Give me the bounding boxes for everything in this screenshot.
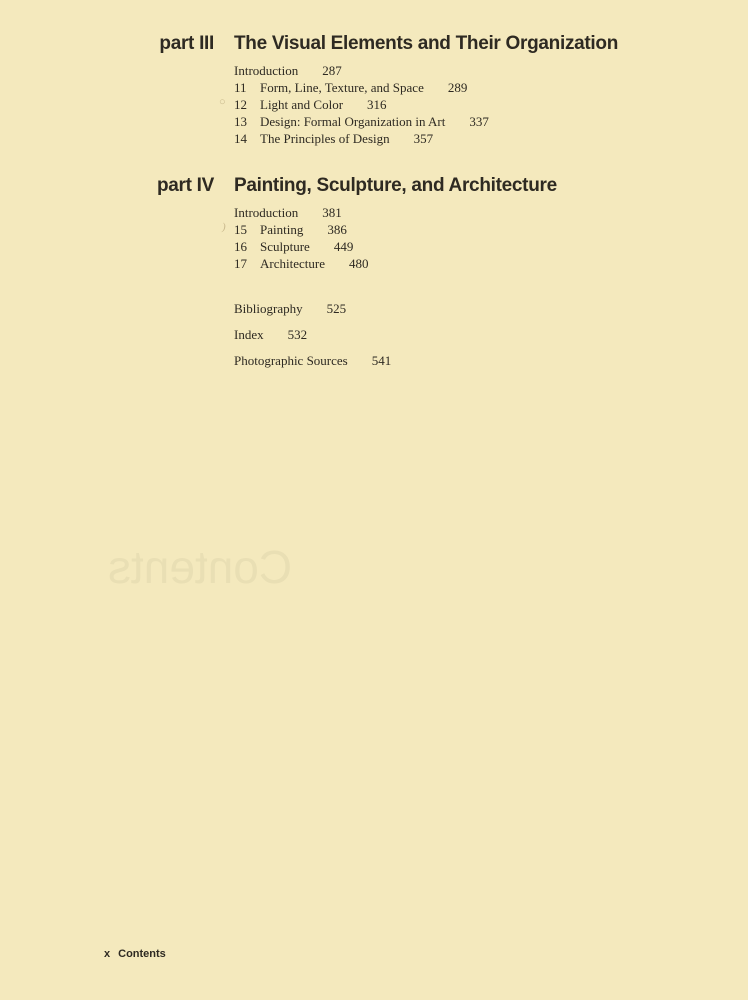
entry-title: Index [234,327,264,342]
index-entry[interactable] [234,327,307,342]
part-3-title: The Visual Elements and Their Organization [234,33,619,54]
entry-page: 525 [326,301,347,316]
part-4-label: part IV [156,175,214,196]
show-through-text: Contents [108,541,293,593]
chapter-title: Design: Formal Organization in Art [260,114,446,129]
chapter-page: 480 [348,256,369,271]
chapter-15-entry[interactable] [234,222,347,237]
chapter-page: 386 [327,222,347,237]
chapter-title: Form, Line, Texture, and Space [260,80,424,95]
chapter-page: 289 [447,80,468,95]
entry-title: Photographic Sources [234,353,348,368]
chapter-page: 316 [367,97,387,112]
chapter-13-entry[interactable] [234,114,489,129]
chapter-number: 15 [234,222,247,237]
part-3-introduction[interactable] [234,63,342,78]
chapter-number: 16 [234,239,247,254]
entry-title: Bibliography [234,301,303,316]
chapter-page: 449 [333,239,354,254]
part-4-introduction[interactable] [234,205,342,220]
chapter-number: 11 [234,80,247,95]
chapter-title: Architecture [260,256,325,271]
entry-page: 381 [322,205,342,220]
entry-page: 541 [371,353,392,368]
chapter-16-entry[interactable] [234,239,353,254]
running-head: Contents [118,948,166,960]
page-footer [104,948,166,960]
chapter-11-entry[interactable] [234,80,467,95]
chapter-number: 17 [234,256,247,271]
chapter-page: 357 [413,131,434,146]
chapter-14-entry[interactable] [234,131,433,146]
chapter-title: Painting [260,222,304,237]
bibliography-entry[interactable] [234,301,346,316]
entry-title: Introduction [234,63,299,78]
folio: x [104,948,111,960]
pencil-mark: ) [222,221,226,233]
chapter-title: Light and Color [260,97,344,112]
photographic-sources-entry[interactable] [234,353,391,368]
part-3-label: part III [159,33,214,54]
chapter-number: 12 [234,97,247,112]
chapter-number: 13 [234,114,247,129]
chapter-number: 14 [234,131,247,146]
chapter-title: Sculpture [260,239,310,254]
entry-page: 287 [322,63,342,78]
part-4-title: Painting, Sculpture, and Architecture [234,175,557,196]
entry-page: 532 [287,327,308,342]
chapter-title: The Principles of Design [260,131,390,146]
chapter-page: 337 [469,114,489,129]
entry-title: Introduction [234,205,299,220]
chapter-12-entry[interactable] [234,97,387,112]
chapter-17-entry[interactable] [234,256,368,271]
pencil-mark: ○ [219,96,226,108]
